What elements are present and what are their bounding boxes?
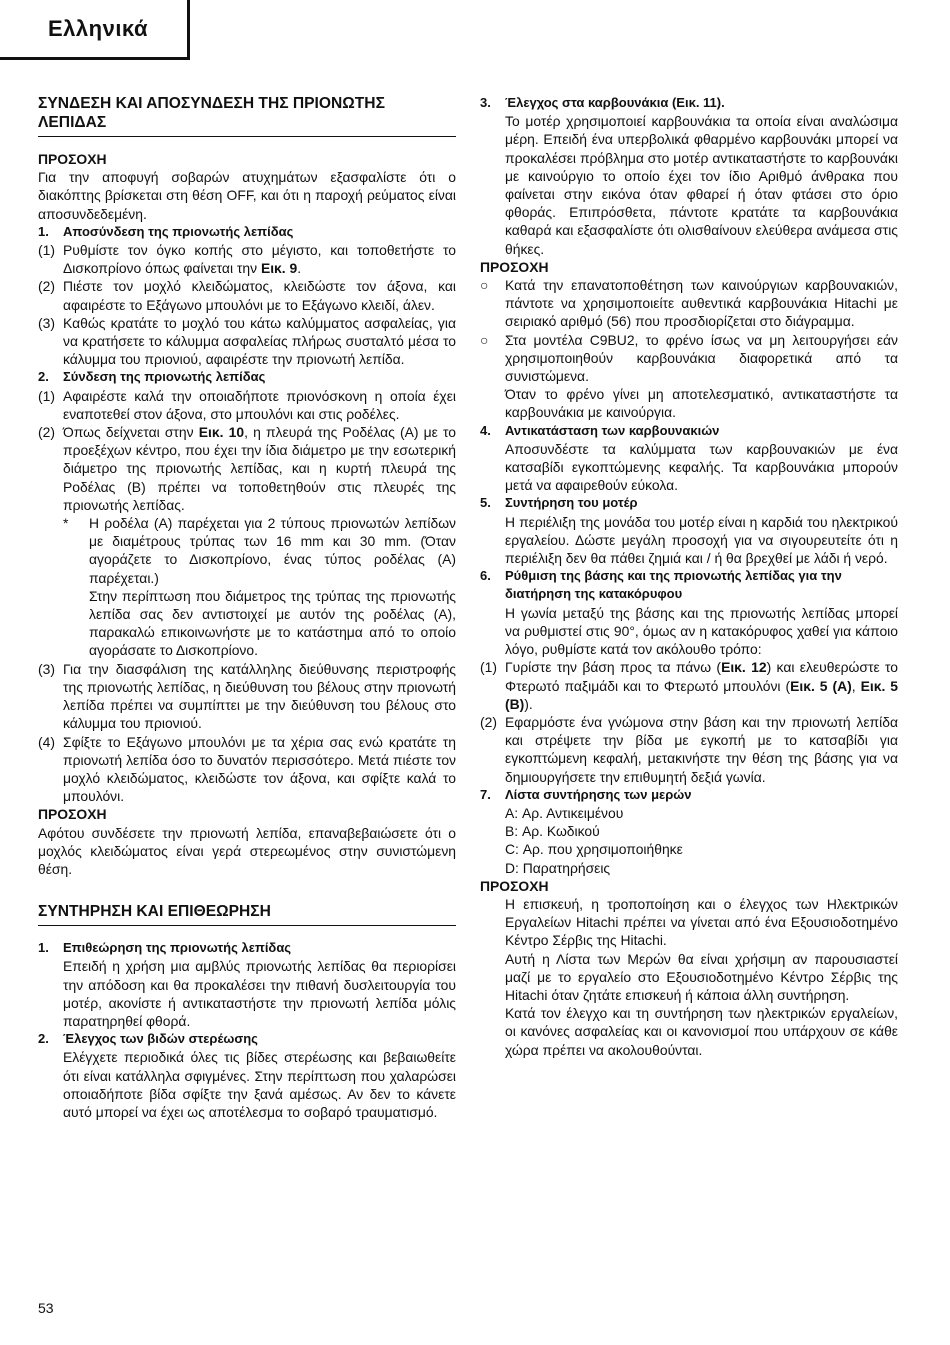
step-number: 2.: [38, 369, 49, 385]
page-number: 53: [38, 1300, 54, 1316]
right-column: [480, 94, 898, 1059]
note-item: [38, 514, 456, 660]
bullet-text: Κατά την επανατοποθέτηση των καινούργιων καρβουνακιών, πάντοτε να χρησιμοποιείτε αυθεντικά καρβουνάκια Hitachi με σειριακό αριθμό (56) που προσδιορίζεται στο διάγραμμα.: [505, 277, 898, 330]
item-end: .: [297, 260, 302, 277]
item-number: (1): [38, 387, 55, 404]
step-number: 3.: [480, 95, 491, 110]
figure-ref: Εικ. 5 (Α): [790, 677, 852, 694]
language-label: Ελληνικά: [48, 16, 148, 41]
list-item: [38, 423, 456, 514]
item-text: [63, 241, 456, 277]
item-number: (4): [38, 733, 55, 750]
item-end: ).: [524, 695, 533, 712]
bullet-item: [480, 331, 898, 422]
figure-ref: Εικ. 5 (Β): [505, 677, 898, 712]
caution-heading: ΠΡΟΣΟΧΗ: [480, 877, 549, 894]
subheading-inspect-blade: [38, 939, 456, 957]
subheading-parts-list: [480, 786, 898, 804]
figure-ref: Εικ. 9: [260, 260, 298, 277]
parts-list-item: C: Αρ. που χρησιμοποιήθηκε: [505, 841, 683, 858]
paragraph: Αυτή η Λίστα των Μερών θα είναι χρήσιμη αν παρουσιαστεί μαζί με το εργαλείο στο Εξουσιοδοτημένο Κέντρο Σέρβις της Hitachi όταν ζητάτε επισκευή ή κάποια άλλη συντήρηση.: [505, 950, 898, 1003]
note-text: [89, 514, 456, 660]
step-title: Επιθεώρηση της πριονωτής λεπίδας: [63, 940, 292, 956]
caution-text: Αφότου συνδέσετε την πριονωτή λεπίδα, επαναβεβαιώσετε ότι ο μοχλός κλειδώματος είναι γερά στερεωμένος στην συνιστώμενη θέση.: [38, 824, 456, 877]
step-number: 1.: [38, 940, 49, 956]
paragraph: Επειδή η χρήση μια αμβλύς πριονωτής λεπίδας θα περιορίσει την απόδοση και θα προκαλέσει την πιθανή δυσλειτουργία του μοτέρ, ακονίστε ή αντικαταστήστε την πριονωτή λεπίδα μόλις παρατηρηθεί φθορά.: [63, 958, 456, 1029]
figure-ref: Εικ. 10: [198, 424, 245, 441]
list-item: [38, 733, 456, 806]
note-mark: *: [63, 515, 69, 532]
step-title: Ρύθμιση της βάσης και της πριονωτής λεπίδας για την διατήρηση της κατακόρυφου: [505, 568, 842, 602]
step-title: Αποσύνδεση της πριονωτής λεπίδας: [63, 223, 294, 239]
item-body: Ρυθμίστε τον όγκο κοπής στο μέγιστο, και τοποθετήστε το Δισκοπρίονο όπως φαίνεται την: [63, 242, 456, 277]
bullet-paragraph: Όταν το φρένο γίνει μη αποτελεσματικό, αντικαταστήστε τα καρβουνάκια με καινούργια.: [505, 386, 898, 421]
subheading-check-screws: [38, 1030, 456, 1048]
step-number: 1.: [38, 223, 49, 239]
paragraph: Η γωνία μεταξύ της βάσης και της πριονωτής λεπίδας μπορεί να ρυθμιστεί στις 90°, όμως αν η κατακόρυφος χαθεί για κάποιο λόγο, ρυθμίστε κατά τον ακόλουθο τρόπο:: [505, 604, 898, 658]
item-body: Γυρίστε την βάση προς τα πάνω (: [505, 659, 722, 676]
parts-list: [480, 804, 898, 877]
subheading-replace-brushes: [480, 422, 898, 440]
list-item: [480, 713, 898, 786]
bullet-text: [505, 331, 898, 422]
section-title-maintenance: ΣΥΝΤΗΡΗΣΗ ΚΑΙ ΕΠΙΘΕΩΡΗΣΗ: [38, 902, 456, 926]
paragraph: Η περιέλιξη της μονάδα του μοτέρ είναι η καρδιά του ηλεκτρικού εργαλείου. Δώστε μεγάλη προσοχή για να σιγουρευτείτε ότι η περιέλιξη δεν θα πάθει ζημιά και / ή θα βρεχθεί με λάδι ή νερό.: [505, 513, 898, 567]
language-tab: [0, 0, 190, 60]
item-number: (2): [38, 278, 55, 295]
step-title: Αντικατάσταση των καρβουνακιών: [505, 422, 720, 438]
step-title: Σύνδεση της πριονωτής λεπίδας: [63, 369, 266, 385]
bullet-item: [480, 276, 898, 331]
item-sep: ,: [851, 677, 856, 694]
step-number: 6.: [480, 568, 491, 584]
item-body: Όπως δείχνεται στην: [63, 424, 194, 441]
step-title: Έλεγχος στα καρβουνάκια (Εικ. 11).: [505, 95, 725, 110]
item-text: [505, 658, 898, 713]
bullet-paragraph: Στα μοντέλα C9BU2, το φρένο ίσως να μη λειτουργήσει εάν χρησιμοποιηθούν καρβουνάκια διαφορετικά από τα συνιστώμενα.: [505, 331, 898, 385]
step-title: Λίστα συντήρησης των μερών: [505, 786, 692, 802]
list-item: [38, 387, 456, 423]
caution-heading: ΠΡΟΣΟΧΗ: [38, 806, 107, 823]
list-item: [38, 660, 456, 733]
item-text: Καθώς κρατάτε το μοχλό του κάτω καλύμματος ασφαλείας, για να κρατήσετε το κάλυμμα ασφαλείας πλήρως συσταλτό μέσα το κάλυμμα του πριονιού, αφαιρέστε την πριονωτή λεπίδα.: [63, 314, 456, 368]
paragraph: Αποσυνδέστε τα καλύμματα των καρβουνακιών με ένα κατσαβίδι εγκοπτώμενης κεφαλής. Τα καρβουνάκια μπορούν μετά να αφαιρεθούν εύκολα.: [505, 440, 898, 494]
item-body-cont: ) και ελευθερώστε το Φτερωτό παξιμάδι και το Φτερωτό μπουλόνι (: [505, 659, 898, 694]
list-item: [38, 314, 456, 369]
step-title: Συντήρηση του μοτέρ: [505, 495, 638, 511]
step-number: 4.: [480, 422, 491, 438]
subheading-motor-maintenance: [480, 494, 898, 512]
item-number: (2): [480, 713, 497, 730]
item-body-cont: , η πλευρά της Ροδέλας (Α) με το προεξέχων κέντρο, που έχει την ίδια διάμετρο με την εσωτερική διάμετρο της πριονωτής λεπίδας, και η κυρτή πλευρά της Ροδέλας (Β) πρέπει να τοποθετηθούν στις πλευρές της πριονωτής λεπίδας.: [63, 424, 457, 513]
caution-heading: ΠΡΟΣΟΧΗ: [480, 258, 549, 275]
item-text: Εφαρμόστε ένα γνώμονα στην βάση και την πριονωτή λεπίδα και στρέψετε την βίδα με εγκοπή με το κατσαβίδι για εγκοπτώμενη κεφαλή, μετακινήστε την θέση της βάσης για να δημιουργήσετε την επιθυμητή δεξιά γωνία.: [505, 713, 898, 785]
step-number: 7.: [480, 786, 491, 802]
paragraph: Το μοτέρ χρησιμοποιεί καρβουνάκια τα οποία είναι αναλώσιμα μέρη. Επειδή ένα υπερβολικά φθαρμένο καρβουνάκι μπορεί να προκαλέσει πρόβλημα στο μοτέρ αντικαταστήστε το καρβουνάκι με καινούργιο το οποίο έχει τον ίδιο Αριθμό άνθρακα που φαίνεται στην εικόνα όταν φθαρεί ή όταν φτάσει στο όριο φθοράς. Επιπρόσθετα, πάντοτε κρατάτε τα καρβουνάκια καθαρά και εξασφαλίστε ότι ολισθαίνουν ελεύθερα ανάμεσα στις θήκες.: [505, 113, 898, 257]
subheading-carbon-brushes: [480, 94, 898, 112]
note-paragraph: Η ροδέλα (Α) παρέχεται για 2 τύπους πριονωτών λεπίδων με διαμέτρους τρύπας των 16 mm και 30 mm. (Όταν αγοράζετε το Δισκοπρίονο, ένας τύπος ροδέλας (Α) παρέχεται.): [89, 515, 456, 586]
item-number: (1): [480, 659, 497, 676]
list-item: [38, 241, 456, 277]
list-item: [38, 277, 456, 313]
paragraph: Ελέγχετε περιοδικά όλες τις βίδες στερέωσης και βεβαιωθείτε ότι είναι κατάλληλα σφιγμένες. Στην περίπτωση που χαλαρώσει οποιαδήποτε βίδα σφίξτε την ξανά αμέσως. Αν δεν το κάνετε αυτό μπορεί να έχει ως αποτέλεσμα το σοβαρό τραυματισμό.: [63, 1049, 456, 1120]
item-text: Πιέστε τον μοχλό κλειδώματος, κλειδώστε τον άξονα, και αφαιρέστε το Εξάγωνο μπουλόνι με το Εξάγωνο κλειδί, άλεν.: [63, 278, 456, 313]
step-number: 5.: [480, 495, 491, 511]
item-number: (1): [38, 242, 55, 259]
list-item: [480, 658, 898, 713]
note-paragraph: Στην περίπτωση που διάμετρος της τρύπας της πριονωτής λεπίδα σας δεν αντιστοιχεί με αυτόν της ροδέλας (Α), παρακαλώ επικοινωνήστε με το κατάστημα από το οποίο αγοράσατε το Δισκοπρίονο.: [89, 587, 456, 659]
subheading-base-adjust: [480, 567, 898, 603]
parts-list-item: A: Αρ. Αντικειμένου: [505, 804, 624, 821]
item-text: Σφίξτε το Εξάγωνο μπουλόνι με τα χέρια σας ενώ κρατάτε τη πριονωτή λεπίδα όσο το δυνατόν περισσότερο. Μετά πιέστε τον μοχλό κλειδώματος, κλειδώστε τον άξονα, και σφίξτε καλά το μπουλόνι.: [63, 733, 456, 805]
step-number: 2.: [38, 1031, 49, 1047]
figure-ref: Εικ. 12: [721, 659, 767, 676]
parts-list-item: D: Παρατηρήσεις: [505, 859, 611, 876]
parts-list-item: B: Αρ. Κωδικού: [505, 823, 600, 840]
caution-text: Για την αποφυγή σοβαρών ατυχημάτων εξασφαλίστε ότι ο διακόπτης βρίσκεται στη θέση OFF, και ότι η παροχή ρεύματος είναι αποσυνδεδεμένη.: [38, 169, 456, 222]
item-number: (2): [38, 424, 55, 441]
item-number: (3): [38, 314, 55, 331]
item-text: Αφαιρέστε καλά την οποιαδήποτε πριονόσκονη η οποία έχει εναποτεθεί στον άξονα, στο μπουλόνι και στις ροδέλες.: [63, 387, 456, 422]
left-column: [38, 94, 456, 1121]
caution-heading: ΠΡΟΣΟΧΗ: [38, 151, 107, 167]
subheading-remove-blade: [38, 223, 456, 241]
subheading-attach-blade: [38, 368, 456, 386]
paragraph: Η επισκευή, η τροποποίηση και ο έλεγχος των Ηλεκτρικών Εργαλείων Hitachi πρέπει να γίνεται από ένα Εξουσιοδοτημένο Κέντρο Σέρβις της Hitachi.: [505, 895, 898, 949]
step-title: Έλεγχος των βιδών στερέωσης: [63, 1031, 258, 1047]
section-title-blade-attach: ΣΥΝΔΕΣΗ ΚΑΙ ΑΠΟΣΥΝΔΕΣΗ ΤΗΣ ΠΡΙΟΝΩΤΗΣ ΛΕΠΙΔΑΣ: [38, 94, 456, 137]
item-text: Για την διασφάλιση της κατάλληλης διεύθυνσης περιστροφής της πριονωτής λεπίδας, η διεύθυνση του βέλους στην πριονωτή λεπίδα πρέπει να συμπίπτει με την διεύθυνση του βέλους στο κάλυμμα του πριονιού.: [63, 660, 456, 732]
item-text: [63, 423, 456, 514]
item-number: (3): [38, 660, 55, 677]
bullet-icon: ○: [480, 277, 489, 294]
bullet-icon: ○: [480, 331, 489, 348]
paragraph: Κατά τον έλεγχο και τη συντήρηση των ηλεκτρικών εργαλείων, οι κανόνες ασφαλείας και οι κανονισμοί που υπάρχουν σε κάθε χώρα πρέπει να ακολουθούνται.: [505, 1005, 898, 1058]
